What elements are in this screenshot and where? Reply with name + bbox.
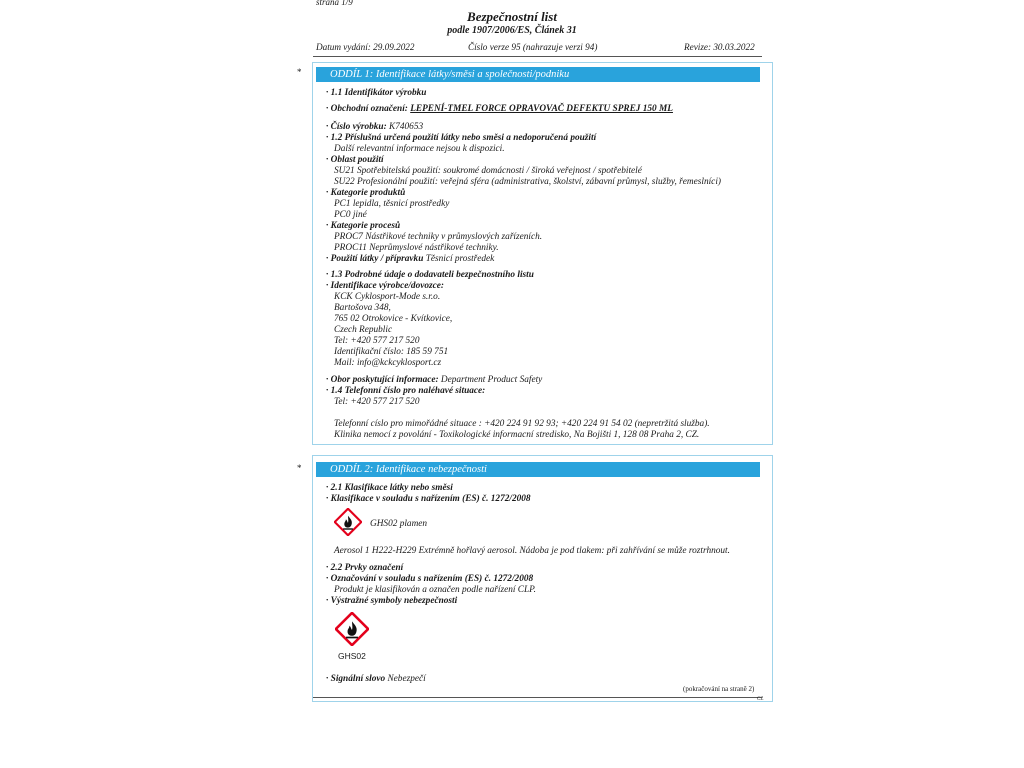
- s1-su21: SU21 Spotřebitelská použití: soukromé domácnosti / široká veřejnost / spotřebitelé: [334, 166, 642, 176]
- s1-manufacturer-label: · Identifikace výrobce/dovozce:: [326, 281, 444, 291]
- s2-2-1: · 2.1 Klasifikace látky nebo směsi: [326, 483, 453, 493]
- revision-date: Revize: 30.03.2022: [684, 42, 755, 52]
- s1-toxicology-center: Klinika nemocí z povolání - Toxikologické informacní stredisko, Na Bojišti 1, 128 08 Praha 2, CZ.: [334, 430, 700, 440]
- s2-labelling: · Označování v souladu s nařízením (ES) č. 1272/2008: [326, 574, 534, 584]
- header-divider: [313, 56, 762, 57]
- s2-clp-note: Produkt je klasifikován a označen podle nařízení CLP.: [334, 585, 536, 595]
- section1-change-marker: *: [297, 67, 302, 77]
- signal-word-label: · Signální slovo: [326, 674, 386, 684]
- s1-company: KCK Cyklosport-Mode s.r.o.: [334, 292, 441, 302]
- version-number: Číslo verze 95 (nahrazuje verzi 94): [468, 42, 598, 52]
- s2-ghs-label: GHS02 plamen: [370, 519, 428, 529]
- s1-1-4: · 1.4 Telefonní číslo pro naléhavé situace:: [326, 386, 486, 396]
- s2-ghs-code: GHS02: [338, 651, 366, 661]
- s1-country: Czech Republic: [334, 325, 393, 335]
- s1-process-categories: · Kategorie procesů: [326, 221, 401, 231]
- s1-su22: SU22 Profesionální použití: veřejná sféra (administrativa, školství, zábavní průmysl, služby, řemeslníci): [334, 177, 721, 187]
- s1-1-2: · 1.2 Příslušná určená použití látky nebo směsi a nedoporučená použití: [326, 133, 597, 143]
- product-number-value: K740653: [389, 122, 424, 132]
- s2-classification: · Klasifikace v souladu s nařízením (ES) č. 1272/2008: [326, 494, 531, 504]
- s1-proc11: PROC11 Neprůmyslové nástřikové techniky.: [334, 243, 499, 253]
- issue-date: Datum vydání: 29.09.2022: [316, 42, 415, 52]
- s1-emergency-lines: Telefonní císlo pro mimořádné situace : +420 224 91 92 93; +420 224 91 54 02 (nepretržitá služba).: [334, 419, 710, 429]
- document-subtitle: podle 1907/2006/ES, Článek 31: [447, 25, 577, 36]
- s1-no-info: Další relevantní informace nejsou k dispozici.: [334, 144, 505, 154]
- s1-proc7: PROC7 Nástřikové techniky v průmyslových zařízeních.: [334, 232, 543, 242]
- signal-word-value: Nebezpečí: [387, 674, 426, 684]
- s1-phone: Tel: +420 577 217 520: [334, 336, 420, 346]
- s1-emergency-phone: Tel: +420 577 217 520: [334, 397, 420, 407]
- s2-aerosol-statement: Aerosol 1 H222-H229 Extrémně hořlavý aerosol. Nádoba je pod tlakem: při zahřívání se může roztrhnout.: [334, 546, 730, 556]
- s2-signal-word: [326, 674, 426, 685]
- flame-icon: [334, 508, 362, 536]
- footer-divider: [313, 697, 762, 698]
- substance-use-label: · Použití látky / přípravku: [326, 254, 424, 264]
- s1-email: Mail: info@kckcyklosport.cz: [334, 358, 442, 368]
- s1-1-3: · 1.3 Podrobné údaje o dodavateli bezpečnostního listu: [326, 270, 534, 280]
- s1-substance-use: [326, 254, 494, 265]
- s2-2-2: · 2.2 Prvky označení: [326, 563, 404, 573]
- language-code: CZ: [757, 697, 764, 702]
- substance-use-value: Těsnicí prostředek: [425, 254, 495, 264]
- info-dept-label: · Obor poskytující informace:: [326, 375, 439, 385]
- continued-note: (pokračování na straně 2): [683, 685, 755, 693]
- s1-pc1: PC1 lepidla, těsnicí prostředky: [334, 199, 450, 209]
- s1-company-id: Identifikační číslo: 185 59 751: [334, 347, 449, 357]
- s1-usage-area: · Oblast použití: [326, 155, 384, 165]
- product-number-label: · Číslo výrobku:: [326, 122, 387, 132]
- s1-product-number: [326, 122, 423, 133]
- section2-change-marker: *: [297, 463, 302, 473]
- section1-heading: ODDÍL 1: Identifikace látky/směsi a společnosti/podniku: [316, 67, 760, 82]
- s1-street: Bartošova 348,: [334, 303, 391, 313]
- document-title: Bezpečnostní list: [467, 9, 557, 24]
- trade-name-value: LEPENÍ-TMEL FORCE OPRAVOVAČ DEFEKTU SPREJ 150 ML: [410, 104, 673, 114]
- section2-heading: ODDÍL 2: Identifikace nebezpečnosti: [316, 462, 760, 477]
- s1-product-categories: · Kategorie produktů: [326, 188, 406, 198]
- s1-trade-name: [326, 104, 673, 115]
- s1-1-1: · 1.1 Identifikátor výrobku: [326, 88, 427, 98]
- page-number: strana 1/9: [316, 0, 353, 7]
- s2-hazard-symbols: · Výstražné symboly nebezpečnosti: [326, 596, 458, 606]
- flame-icon: [335, 612, 369, 646]
- s1-pc0: PC0 jiné: [334, 210, 367, 220]
- s1-city: 765 02 Otrokovice - Kvítkovice,: [334, 314, 453, 324]
- trade-name-label: · Obchodní označení:: [326, 104, 408, 114]
- info-dept-value: Department Product Safety: [440, 375, 543, 385]
- s1-info-dept: [326, 375, 542, 386]
